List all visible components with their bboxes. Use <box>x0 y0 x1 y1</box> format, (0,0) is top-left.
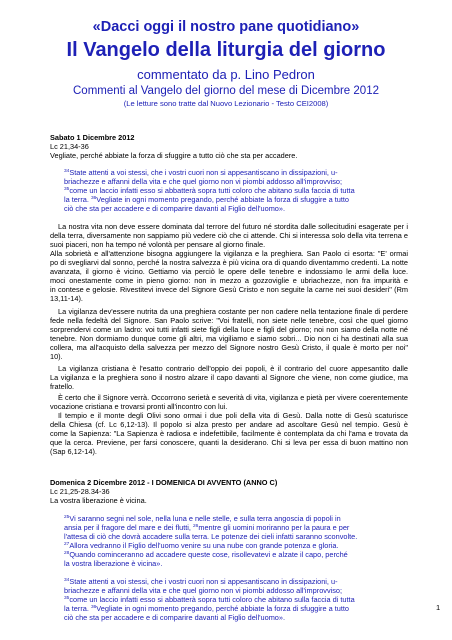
quote-line: ciò che sta per accadere e di comparire davanti al Figlio dell'uomo». <box>64 613 286 622</box>
document-title: Il Vangelo della liturgia del giorno <box>66 39 386 61</box>
day1-paragraph-6: Il tempio e il monte degli Olivi sono ormai i due poli della vita di Gesù. Dalla notte di Gesù scaturisce della Chiesa (cf. Lc 6,12-13). Il popolo si alza presto per andare ad ascoltare Gesù nel tempio. Gesù è come la Sapienza: "La Sapienza è radiosa e indefettibile, facilmente è contemplata da chi l'ama e trovata da que la cerca. Previene, per farsi conoscere, quanti la desiderano. Chi si leva per essa di buon mattino non (Sap 6,12-14). <box>50 411 408 456</box>
day1-ref: Lc 21,34-36 <box>50 142 89 151</box>
day1-date: Sabato 1 Dicembre 2012 <box>50 133 135 142</box>
day2-date: Domenica 2 Dicembre 2012 - I DOMENICA DI AVVENTO (ANNO C) <box>50 478 278 487</box>
quote-line: l'attesa di ciò che dovrà accadere sulla terra. Le potenze dei cieli infatti saranno sconvolte. <box>64 532 358 541</box>
day1-paragraph-1: La nostra vita non deve essere dominata dal terrore del futuro né stordita dalle sollecitudini esagerate per i della terra, diversamente non sappiamo più vedere ciò che ci attende. Chi si interessa solo della vita terrena e suoi piaceri, non ha tempo né volontà per pensare al giorno finale. <box>50 222 408 249</box>
day1-paragraph-4: La vigilanza cristiana è l'esatto contrario dell'oppio dei popoli, è il contrario del cuore appesantito dalle La vigilanza e la preghiera sono il nostro alzare il capo davanti al Signore che viene, non come giudice, ma fratello. <box>50 364 408 391</box>
quote-line: ciò che sta per accadere e di comparire davanti al Figlio dell'uomo». <box>64 204 286 213</box>
document-author: commentato da p. Lino Pedron <box>137 67 315 82</box>
quote-line: briachezze e affanni della vita e che quel giorno non vi piombi addosso all'improvviso; <box>64 177 343 186</box>
quote-line: $^{28}$Quando cominceranno ad accadere queste cose, risollevatevi e alzate il capo, perché <box>64 550 348 559</box>
day2-heading <box>50 478 408 505</box>
day1-heading <box>50 133 408 160</box>
document-subtitle: Commenti al Vangelo del giorno del mese di Dicembre 2012 <box>73 85 379 97</box>
page-number: 1 <box>436 603 441 612</box>
day1-paragraph-5: È certo che il Signore verrà. Occorrono serietà e severità di vita, vigilanza e pietà per vivere coerentemente vocazione cristiana e trovarsi pronti all'incontro con lui. <box>50 393 408 411</box>
document-note: (Le letture sono tratte dal Nuovo Lezionario - Testo CEI2008) <box>123 99 329 108</box>
day2-quote-2 <box>64 577 404 622</box>
quote-line: $^{34}$State attenti a voi stessi, che i vostri cuori non si appesantiscano in dissipazioni, u- <box>64 577 338 586</box>
header-kicker: «Dacci oggi il nostro pane quotidiano» <box>92 19 360 35</box>
quote-line: la terra. $^{36}$Vegliate in ogni momento pregando, perché abbiate la forza di sfuggire a tutto <box>64 604 349 613</box>
day2-ref: Lc 21,25-28.34-36 <box>50 487 110 496</box>
quote-line: $^{35}$come un laccio infatti esso si abbatterà sopra tutti coloro che abitano sulla faccia di tutta <box>64 186 355 195</box>
quote-line: briachezze e affanni della vita e che quel giorno non vi piombi addosso all'improvviso; <box>64 586 343 595</box>
quote-line: la terra. $^{36}$Vegliate in ogni momento pregando, perché abbiate la forza di sfuggire a tutto <box>64 195 349 204</box>
day1-paragraph-2: Alla sobrietà e all'attenzione bisogna aggiungere la vigilanza e la preghiera. San Paolo ci esorta: "E' ormai po di svegliarvi dal sonno, perché la nostra salvezza è più vicina ora di quando diventammo credenti. La notte avanzata, il giorno è vicino. Gettiamo via perciò le opere delle tenebre e indossiamo le armi della luce. moci onestamente come in pieno giorno: non in mezzo a gozzoviglie e ubriachezze, non fra impurità e in contese e gelosie. Rivestitevi invece del Signore Gesù Cristo e non seguite la carne nei suoi desideri" (Rm 13,11-14). <box>50 249 408 303</box>
day2-quote-1 <box>64 514 404 568</box>
quote-line: ansia per il fragore del mare e dei flutti, $^{26}$mentre gli uomini moriranno per la paura e per <box>64 523 350 532</box>
quote-line: $^{34}$State attenti a voi stessi, che i vostri cuori non si appesantiscano in dissipazioni, u- <box>64 168 338 177</box>
day1-paragraph-3: La vigilanza dev'essere nutrita da una preghiera costante per non cadere nella tentazione finale di perdere fede nella fedeltà del Signore. San Paolo scrive: "Voi fratelli, non siete nelle tenebre, così che quel giorno sorprendervi come un ladro: voi tutti infatti siete figli della luce e figli del giorno; noi non siamo della notte né tenebre. Non dormiamo dunque come gli altri, ma vigiliamo e siamo sobri... Dio non ci ha destinati alla sua collera, ma all'acquisto della salvezza per mezzo del Signore nostro Gesù Cristo, il quale è morto per noi" 10). <box>50 307 408 361</box>
day2-theme: La vostra liberazione è vicina. <box>50 496 147 505</box>
quote-line: $^{25}$Vi saranno segni nel sole, nella luna e nelle stelle, e sulla terra angoscia di popoli in <box>64 514 341 523</box>
quote-line: $^{27}$Allora vedranno il Figlio dell'uomo venire su una nube con grande potenza e gloria. <box>64 541 339 550</box>
day1-theme: Vegliate, perché abbiate la forza di sfuggire a tutto ciò che sta per accadere. <box>50 151 298 160</box>
quote-line: $^{35}$come un laccio infatti esso si abbatterà sopra tutti coloro che abitano sulla faccia di tutta <box>64 595 355 604</box>
quote-line: la vostra liberazione è vicina». <box>64 559 163 568</box>
day1-quote <box>64 168 404 213</box>
